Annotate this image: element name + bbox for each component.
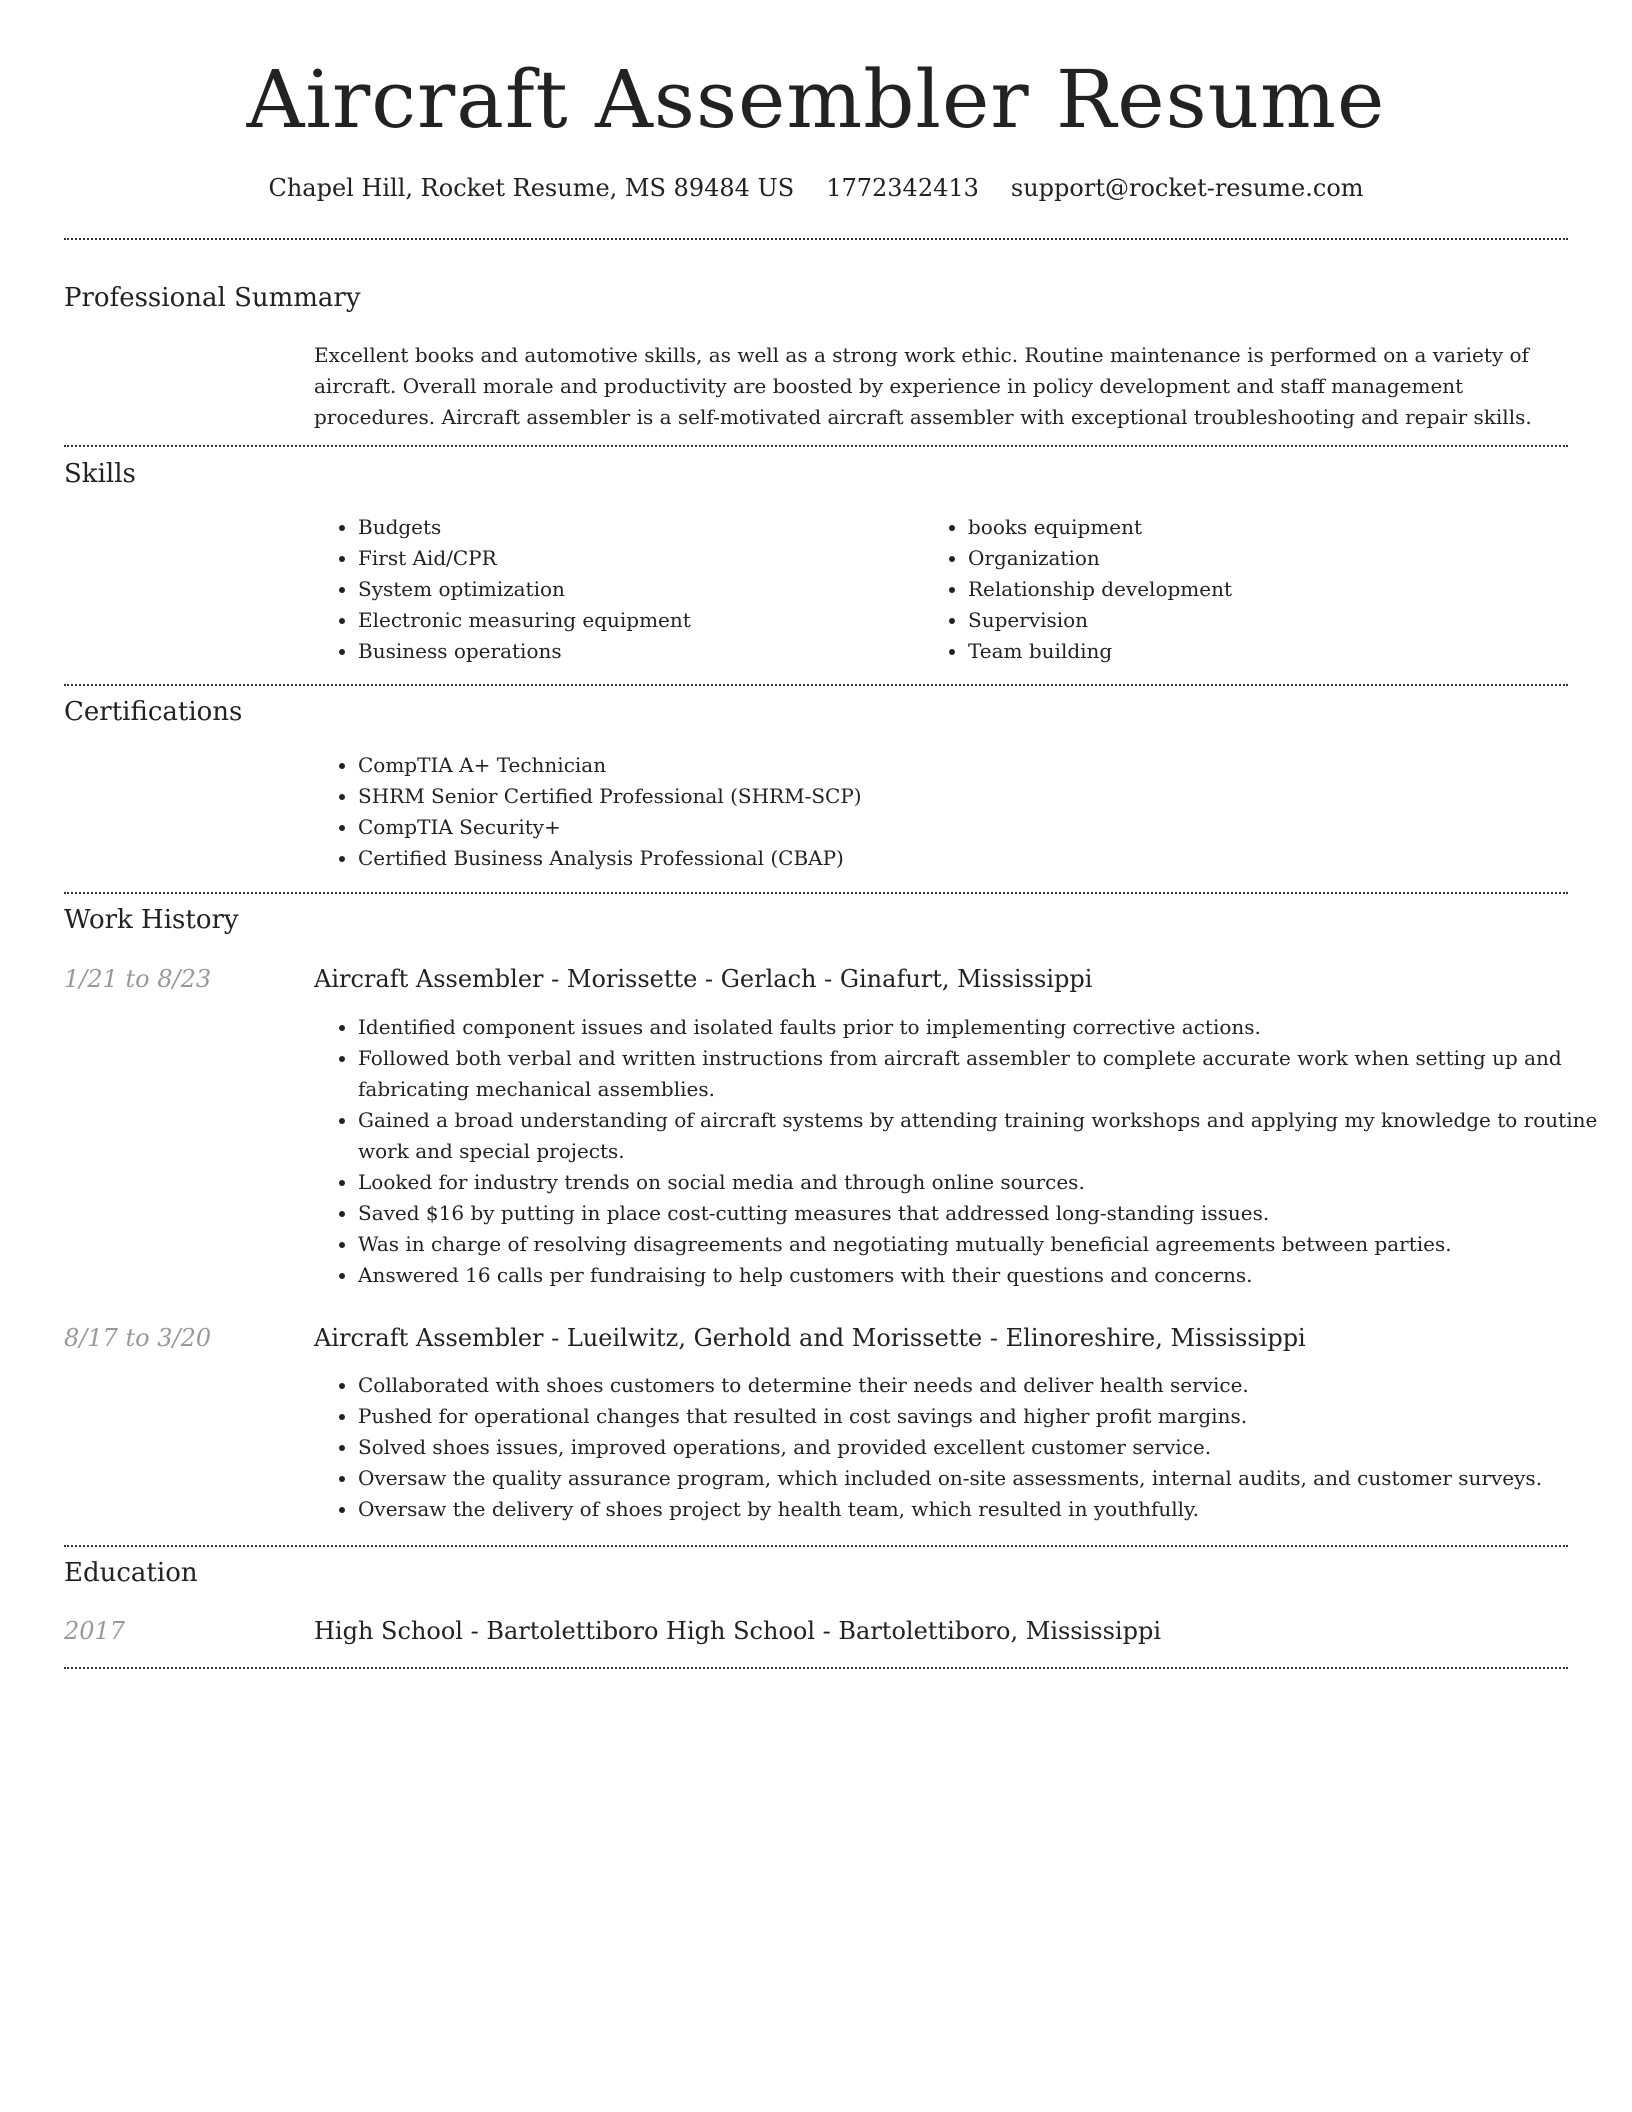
list-item: • Identified component issues and isolated faults prior to implementing corrective actions. (358, 1012, 1612, 1043)
divider (64, 445, 1568, 447)
list-item: • Answered 16 calls per fundraising to help customers with their questions and concerns. (358, 1260, 1612, 1291)
job-dates: 8/17 to 3/20 (64, 1324, 212, 1352)
list-item: • Followed both verbal and written instructions from aircraft assembler to complete accurate work when setting up and fabricating mechanical assemblies. (358, 1043, 1612, 1105)
list-item: • CompTIA A+ Technician (358, 750, 1598, 781)
section-title-summary: Professional Summary (64, 283, 361, 313)
list-item: • Collaborated with shoes customers to determine their needs and deliver health service. (358, 1370, 1612, 1401)
list-item: • Organization (968, 543, 1528, 574)
summary-text: Excellent books and automotive skills, as well as a strong work ethic. Routine maintenance is performed on a variety of aircraft. Overall morale and productivity are boosted by experience in policy development and staff management procedures. Aircraft assembler is a self-motivated aircraft assembler with exceptional troubleshooting and repair skills. (314, 343, 1532, 429)
list-item: • Certified Business Analysis Professional (CBAP) (358, 843, 1598, 874)
section-title-certifications: Certifications (64, 697, 243, 727)
list-item: • Relationship development (968, 574, 1528, 605)
divider (64, 1667, 1568, 1669)
contact-line (0, 168, 1632, 208)
education-entry: High School - Bartolettiboro High School - Bartolettiboro, Mississippi (314, 1617, 1162, 1645)
list-item: • Was in charge of resolving disagreements and negotiating mutually beneficial agreements between parties. (358, 1229, 1612, 1260)
list-item: • SHRM Senior Certified Professional (SHRM-SCP) (358, 781, 1598, 812)
list-item: • Business operations (358, 636, 918, 667)
list-item: • Oversaw the quality assurance program, which included on-site assessments, internal audits, and customer surveys. (358, 1463, 1612, 1494)
contact-phone: 1772342413 (826, 174, 979, 202)
job-bullets (314, 1370, 1612, 1525)
list-item: • Budgets (358, 512, 918, 543)
list-item: • First Aid/CPR (358, 543, 918, 574)
divider (64, 892, 1568, 894)
job-title: Aircraft Assembler - Lueilwitz, Gerhold and Morissette - Elinoreshire, Mississippi (314, 1324, 1306, 1352)
skills-list-right (924, 512, 1528, 667)
divider (64, 238, 1568, 240)
list-item: • Electronic measuring equipment (358, 605, 918, 636)
section-title-skills: Skills (64, 459, 136, 489)
list-item: • Team building (968, 636, 1528, 667)
job-title: Aircraft Assembler - Morissette - Gerlach - Ginafurt, Mississippi (314, 965, 1093, 993)
divider (64, 684, 1568, 686)
list-item: • Saved $16 by putting in place cost-cutting measures that addressed long-standing issues. (358, 1198, 1612, 1229)
section-title-work-history: Work History (64, 905, 239, 935)
skills-list-left (314, 512, 918, 667)
list-item: • Looked for industry trends on social media and through online sources. (358, 1167, 1612, 1198)
list-item: • Pushed for operational changes that resulted in cost savings and higher profit margins. (358, 1401, 1612, 1432)
resume-title: Aircraft Assembler Resume (246, 53, 1386, 146)
contact-email: support@rocket-resume.com (1010, 174, 1364, 202)
list-item: • Solved shoes issues, improved operations, and provided excellent customer service. (358, 1432, 1612, 1463)
certifications-list (314, 750, 1598, 874)
job-bullets (314, 1012, 1612, 1291)
list-item: • Oversaw the delivery of shoes project by health team, which resulted in youthfully. (358, 1494, 1612, 1525)
list-item: • books equipment (968, 512, 1528, 543)
job-dates: 1/21 to 8/23 (64, 965, 212, 993)
list-item: • Gained a broad understanding of aircraft systems by attending training workshops and applying my knowledge to routine work and special projects. (358, 1105, 1612, 1167)
list-item: • CompTIA Security+ (358, 812, 1598, 843)
divider (64, 1545, 1568, 1547)
list-item: • System optimization (358, 574, 918, 605)
section-title-education: Education (64, 1558, 198, 1588)
list-item: • Supervision (968, 605, 1528, 636)
contact-address: Chapel Hill, Rocket Resume, MS 89484 US (268, 174, 795, 202)
education-year: 2017 (64, 1617, 126, 1645)
